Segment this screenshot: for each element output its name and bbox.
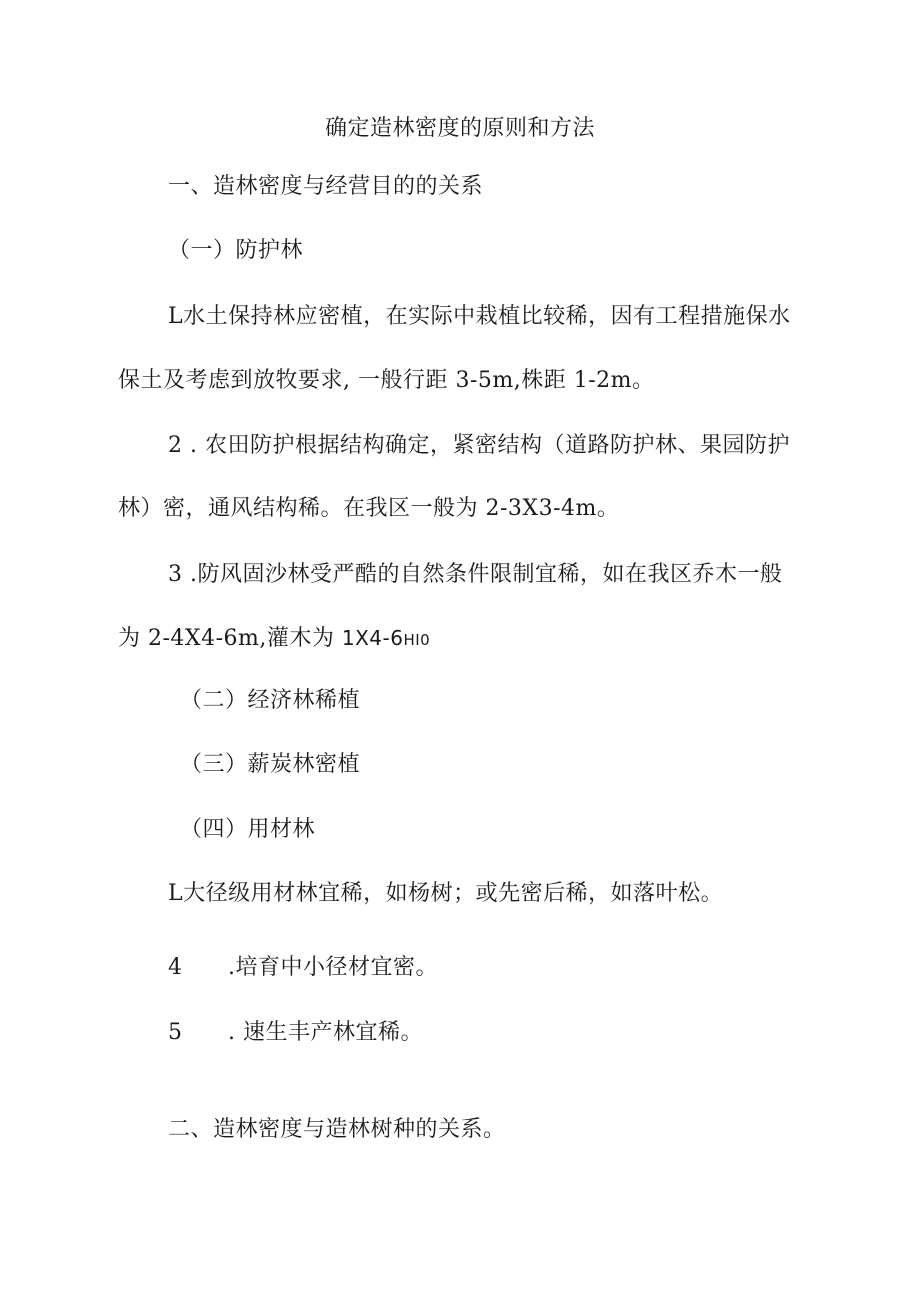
subsection-heading: （二）经济林稀植 <box>180 688 361 713</box>
paragraph-line: L大径级用材林宜稀，如杨树；或先密后稀，如落叶松。 <box>168 881 724 906</box>
list-text: .培育中小径材宜密。 <box>228 955 438 980</box>
list-number: 4 <box>168 955 183 980</box>
paragraph-line <box>118 623 430 655</box>
paragraph-line: 林）密，通风结构稀。在我区一般为 2-3X3-4m。 <box>118 496 620 521</box>
section-heading: 二、造林密度与造林树种的关系。 <box>168 1117 506 1142</box>
paragraph-line: 3 .防风固沙林受严酷的自然条件限制宜稀，如在我区乔木一般 <box>168 562 783 587</box>
subsection-heading: （四）用材林 <box>180 817 316 842</box>
paragraph-line: L水土保持林应密植，在实际中栽植比较稀，因有工程措施保水 <box>168 304 791 329</box>
text-segment: HI0 <box>403 631 431 649</box>
subsection-heading: （三）薪炭林密植 <box>180 752 361 777</box>
text-segment: 1X4-6 <box>341 626 404 650</box>
text-segment: 为 2-4X4-6m,灌木为 <box>118 626 342 651</box>
list-item <box>168 953 438 983</box>
list-number: 5 <box>168 1020 183 1045</box>
section-heading: 一、造林密度与经营目的的关系 <box>168 174 484 199</box>
paragraph-line: 2 . 农田防护根据结构确定，紧密结构（道路防护林、果园防护 <box>168 433 790 458</box>
subsection-heading: （一）防护林 <box>168 238 304 263</box>
paragraph-line: 保土及考虑到放牧要求, 一般行距 3-5m,株距 1-2m。 <box>118 368 655 393</box>
list-item <box>168 1018 423 1048</box>
list-text: . 速生丰产林宜稀。 <box>228 1020 423 1045</box>
page-title: 确定造林密度的原则和方法 <box>324 116 595 141</box>
